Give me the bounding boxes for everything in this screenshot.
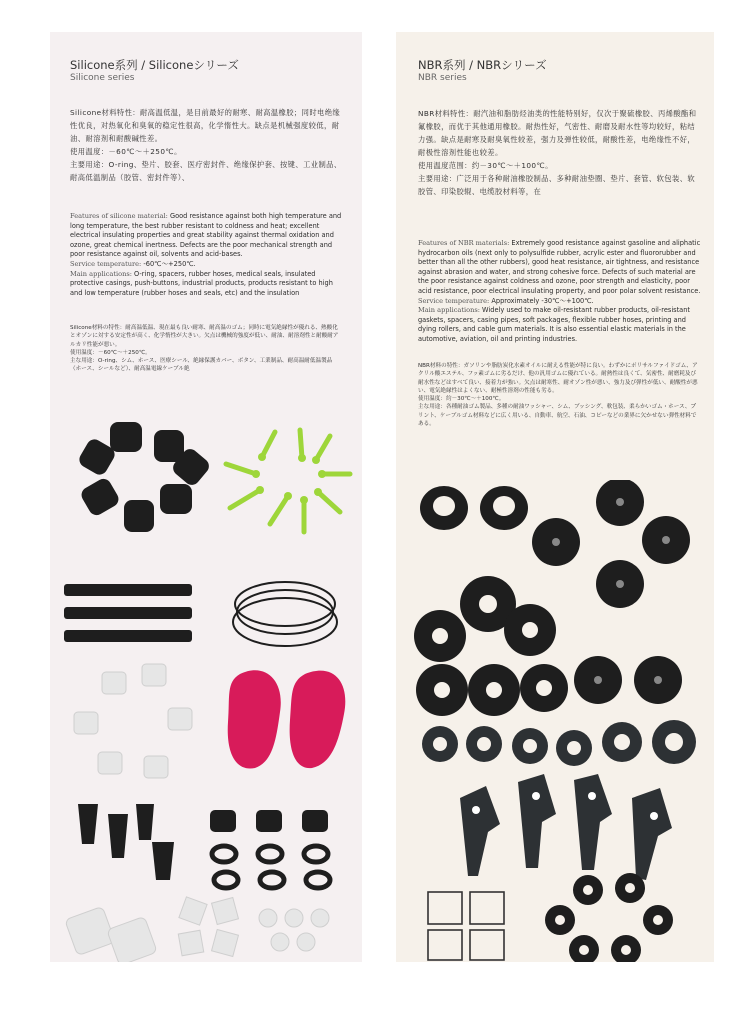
nbr-products-image xyxy=(396,480,714,962)
nbr-en-features: Extremely good resistance against gasoline and aliphatic hydrocarbon oils (next only to polysulfide rubber, acrylic ester and fluororubber and better than all the other rubbers), good heat resistance, air tightness, and resistance against abrasion and water, and strong cohesive force. Defects of such material are the poor resistance against coldness and ozone, poor strength and elasticity, poor acid resistance, poor electrical insulating property, and poor polar solvent resistance. xyxy=(418,239,701,295)
silicone-strips xyxy=(64,584,192,642)
silicone-cn-features: Silicone材料特性：耐高温低温，是目前最好的耐寒、耐高温橡胶；同时电绝缘性优良，对热氧化和臭氧的稳定性很高，化学惰性大。缺点是机械强度较低，耐油、耐溶剂和耐酸碱性差。 xyxy=(70,108,341,143)
nbr-en-apps-label: Main applications: xyxy=(418,306,480,315)
silicone-clear-parts xyxy=(65,897,329,962)
nbr-en-features-label: Features of NBR materials: xyxy=(418,239,510,247)
nbr-star-icons xyxy=(472,792,658,820)
silicone-cn-apps: 主要用途：O-ring、垫片、胶套、医疗密封件、绝缘保护套、按键、工业制品、耐高低温制品（胶管、密封件等）、 xyxy=(70,160,342,182)
silicone-panel xyxy=(50,32,362,962)
nbr-subtitle: NBR series xyxy=(418,73,467,83)
silicone-en-apps-label: Main applications: xyxy=(70,269,132,278)
nbr-en-text xyxy=(418,239,702,364)
nbr-star-fittings xyxy=(460,774,672,880)
silicone-cn-temp: 使用温度：－60℃～＋250℃。 xyxy=(70,147,182,156)
silicone-title: Silicone系列 / Siliconeシリーズ xyxy=(70,58,239,72)
silicone-keypads xyxy=(77,422,213,532)
silicone-products-image xyxy=(50,412,362,962)
silicone-black-parts xyxy=(78,804,328,880)
silicone-jp-features: Silicone材料の特性：耐高温低温、現在最も良い耐寒、耐高温のゴム；同時に電気絶縁性が優れる、熱酸化とオゾンに対する安定性が高く、化学惰性が大きい。欠点は機械的強度が低い、耐油、耐溶剤性と耐酸耐アルカリ性能が悪い。 xyxy=(70,325,339,348)
silicone-jp-text xyxy=(70,324,342,374)
silicone-en-temp: -60℃～+250℃. xyxy=(143,259,196,268)
silicone-en-text xyxy=(70,212,344,322)
silicone-jp-temp: 使用温度：－60℃～＋250℃。 xyxy=(70,349,151,356)
silicone-green-pins xyxy=(226,430,350,532)
nbr-cn-features: NBR材料特性：耐汽油和脂肪烃油类的性能特别好，仅次于聚硫橡胶、丙烯酸酯和氟橡胶，而优于其他通用橡胶。耐热性好，气密性、耐磨及耐水性等均较好，粘结力强。缺点是耐寒及耐臭氧性较差，强力及弹性较低，耐酸性差，电绝缘性不好，耐极性溶剂性能也较差。 xyxy=(418,109,697,157)
silicone-en-temp-label: Service temperature: xyxy=(70,259,142,268)
nbr-jp-text xyxy=(418,362,700,482)
nbr-square-gaskets xyxy=(428,892,504,960)
nbr-en-apps: Widely used to make oil-resistant rubber products, oil-resistant gaskets, spacers, casing pipes, soft packages, flexible rubber hoses, printing and dying rollers, and cable gum materials. It is also essential elastic materials in the automotive, aviation, oil and printing industries. xyxy=(418,306,690,343)
silicone-bushings xyxy=(74,664,192,778)
silicone-en-features: Good resistance against both high temperature and long temperature, the best rubber resistant to coldness and heat; excellent electrical insulating properties and great stability against thermal oxidation and ozone, great chemical inertness. Defects are the poor mechanical strength and poor resistance against oil, solvents and acid-bases. xyxy=(70,212,342,259)
silicone-o-rings xyxy=(233,582,337,646)
nbr-jp-temp: 使用温度：約－30℃～＋100℃。 xyxy=(418,396,505,403)
nbr-cn-temp: 使用温度范围：约－30℃～＋100℃。 xyxy=(418,161,553,170)
nbr-title: NBR系列 / NBRシリーズ xyxy=(418,58,547,72)
nbr-en-temp-label: Service temperature: xyxy=(418,296,490,305)
silicone-insoles xyxy=(228,670,346,768)
nbr-en-temp: Approximately -30℃～+100℃. xyxy=(491,296,594,305)
nbr-jp-apps: 主な用途：各種耐油ゴム製品、多種の耐油ワッシャー、シム、ブッシング、軟包装、柔らかいゴム・ホース、プリント、ケーブルゴム材料などに広く用いる、自動車、航空、石油、コピーなどの業界に欠かせない弾性材料である。 xyxy=(418,404,697,428)
silicone-jp-apps: 主な用途：O-ring、シム、ホース、医療シール、絶縁保護カバー、ボタン、工業制品、耐高温耐低温製品（ホース、シールなど）、耐高温電線ケーブル絶 xyxy=(70,358,333,373)
silicone-en-apps: O-ring, spacers, rubber hoses, medical seals, insulated protective casings, push-buttons, industrial products, products resistant to high and low temperature (rubber hoses and seals, etc) and the insulation xyxy=(70,269,333,297)
nbr-jp-features: NBR材料の特性：ガソリンや脂肪炭化水素オイルに耐える性能が特に良い。わずかにポリサルファイドゴム、アクリル酸エステル、フッ素ゴムに劣るだけ、他の汎用ゴムに優れている。耐熱性は良くて、気密性、耐磨耗及び耐水性などはすべて良い、接着力が強い。欠点は耐寒性、耐オゾン性が悪い、強力及び弾性が低い、耐酸性が悪い、電気絶縁性はよくない、耐極性溶剤の性能も劣る。 xyxy=(418,363,698,394)
silicone-subtitle: Silicone series xyxy=(70,73,135,83)
nbr-panel xyxy=(396,32,714,962)
silicone-rings-small xyxy=(212,846,330,888)
nbr-small-rings xyxy=(422,720,696,766)
silicone-en-features-label: Features of silicone material: xyxy=(70,212,168,220)
nbr-cn-apps: 主要用途：广泛用于各种耐油橡胶制品、多种耐油垫圈、垫片、套管、软包装、软胶管、印染胶辊、电缆胶材料等，在 xyxy=(418,174,696,196)
